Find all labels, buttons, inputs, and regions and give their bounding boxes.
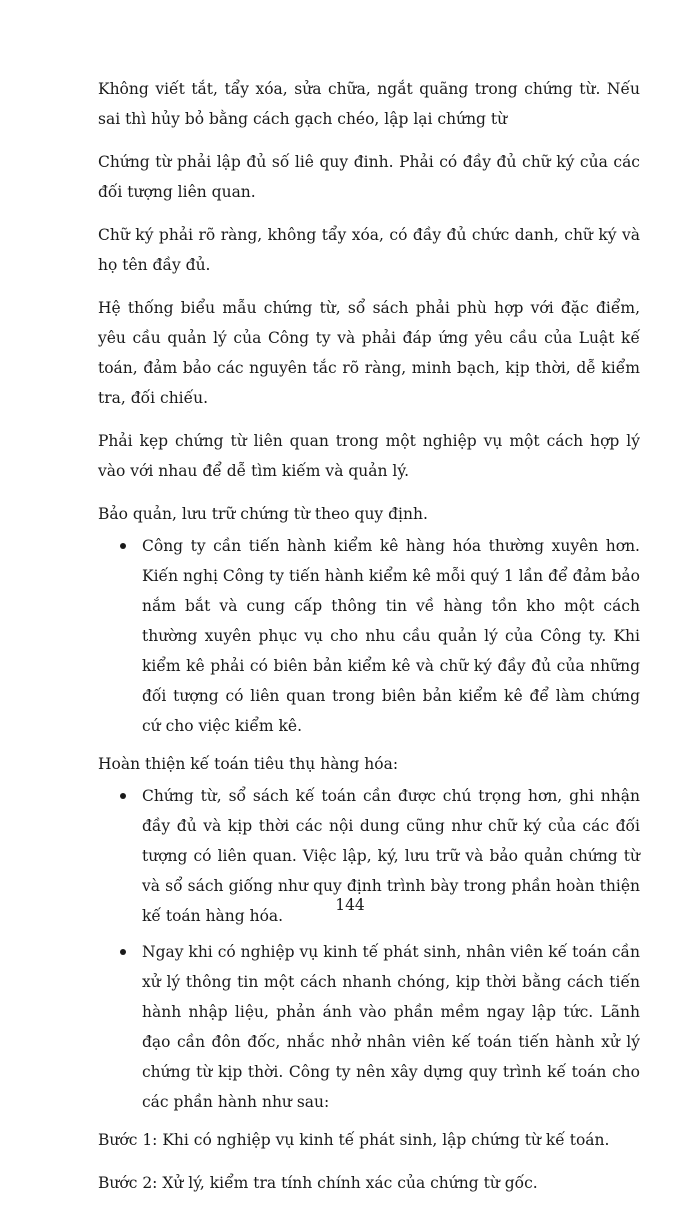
- bullet-item: [98, 937, 640, 1117]
- page-number: 144: [335, 896, 365, 914]
- bullet-list: [98, 781, 640, 1117]
- bullet-icon: [120, 793, 126, 799]
- page-body: [98, 74, 640, 1211]
- paragraph: Bảo quản, lưu trữ chứng từ theo quy định.: [98, 505, 428, 523]
- bullet-text: Chứng từ, sổ sách kế toán cần được chú trọng hơn, ghi nhận đầy đủ và kịp thời các nội dung cũng như chữ ký của các đối tượng có liên quan. Việc lập, ký, lưu trữ và bảo quản chứng từ và sổ sách giống như quy định trình bày trong phần hoàn thiện kế toán hàng hóa.: [142, 787, 640, 925]
- bullet-text: Công ty cần tiến hành kiểm kê hàng hóa thường xuyên hơn. Kiến nghị Công ty tiến hành kiểm kê mỗi quý 1 lần để đảm bảo nắm bắt và cung cấp thông tin về hàng tồn kho một cách thường xuyên phục vụ cho nhu cầu quản lý của Công ty. Khi kiểm kê phải có biên bản kiểm kê và chữ ký đầy đủ của những đối tượng có liên quan trong biên bản kiểm kê để làm chứng cứ cho việc kiểm kê.: [142, 537, 640, 735]
- paragraph: Không viết tắt, tẩy xóa, sửa chữa, ngắt quãng trong chứng từ. Nếu sai thì hủy bỏ bằng cách gạch chéo, lập lại chứng từ: [98, 80, 640, 128]
- paragraph: Bước 1: Khi có nghiệp vụ kinh tế phát sinh, lập chứng từ kế toán.: [98, 1131, 610, 1149]
- paragraph: Chứng từ phải lập đủ số liê quy đinh. Phải có đầy đủ chữ ký của các đối tượng liên quan.: [98, 153, 640, 201]
- paragraph: Hoàn thiện kế toán tiêu thụ hàng hóa:: [98, 755, 399, 773]
- bullet-item: [98, 531, 640, 741]
- paragraph: Chữ ký phải rõ ràng, không tẩy xóa, có đầy đủ chức danh, chữ ký và họ tên đầy đủ.: [98, 226, 640, 274]
- bullet-text: Ngay khi có nghiệp vụ kinh tế phát sinh, nhân viên kế toán cần xử lý thông tin một cách nhanh chóng, kịp thời bằng cách tiến hành nhập liệu, phản ánh vào phần mềm ngay lập tức. Lãnh đạo cần đôn đốc, nhắc nhở nhân viên kế toán tiến hành xử lý chứng từ kịp thời. Công ty nên xây dựng quy trình kế toán cho các phần hành như sau:: [142, 943, 640, 1111]
- paragraph: Phải kẹp chứng từ liên quan trong một nghiệp vụ một cách hợp lý vào với nhau để dễ tìm kiếm và quản lý.: [98, 432, 640, 480]
- paragraph: Hệ thống biểu mẫu chứng từ, sổ sách phải phù hợp với đặc điểm, yêu cầu quản lý của Công ty và phải đáp ứng yêu cầu của Luật kế toán, đảm bảo các nguyên tắc rõ ràng, minh bạch, kịp thời, dễ kiểm tra, đối chiếu.: [98, 299, 640, 407]
- bullet-icon: [120, 543, 126, 549]
- bullet-icon: [120, 949, 126, 955]
- paragraph: Bước 2: Xử lý, kiểm tra tính chính xác của chứng từ gốc.: [98, 1174, 538, 1192]
- bullet-list: [98, 531, 640, 741]
